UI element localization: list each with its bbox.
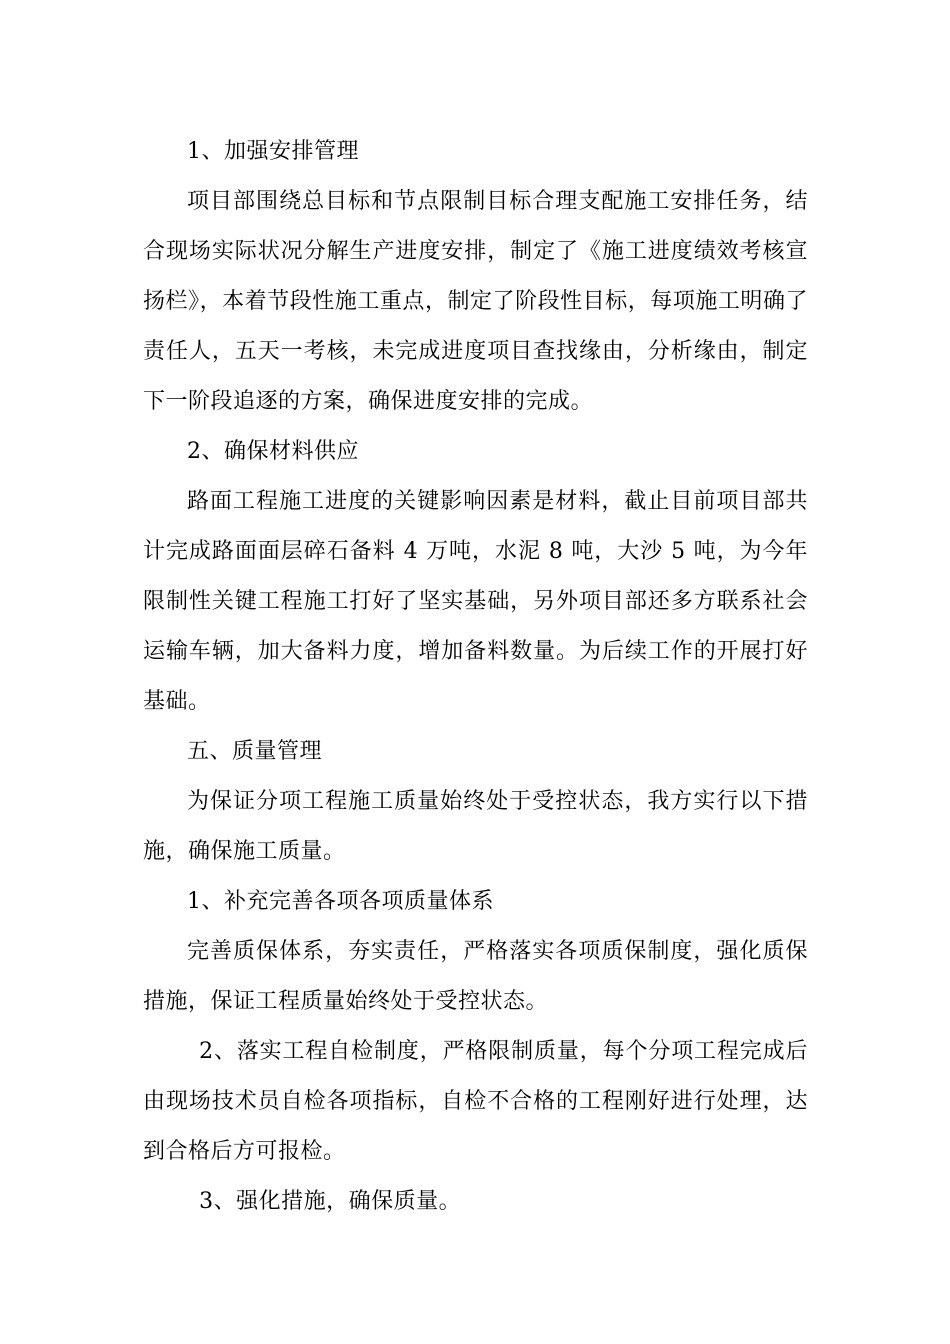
section-heading-quality-system: 1、补充完善各项各项质量体系 [187, 889, 494, 914]
section-heading-schedule-management: 1、加强安排管理 [187, 139, 359, 164]
section-heading-strengthen-measures: 3、强化措施，确保质量。 [199, 1189, 462, 1214]
paragraph-material-supply: 路面工程施工进度的关键影响因素是材料，截止目前项目部共计完成路面面层碎石备料 4 万吨，水泥 8 吨，大沙 5 吨，为今年限制性关键工程施工打好了坚实基础，另外项目部还多方联系社会运输车辆，加大备料力度，增加备料数量。为后续工作的开展打好基础。 [143, 489, 808, 714]
paragraph-self-inspection: 2、落实工程自检制度，严格限制质量，每个分项工程完成后由现场技术员自检各项指标，自检不合格的工程刚好进行处理，达到合格后方可报检。 [143, 1039, 808, 1164]
paragraph-quality-system: 完善质保体系，夯实责任，严格落实各项质保制度，强化质保措施，保证工程质量始终处于受控状态。 [143, 939, 808, 1014]
section-heading-quality-management: 五、质量管理 [187, 739, 323, 764]
paragraph-schedule-management: 项目部围绕总目标和节点限制目标合理支配施工安排任务，结合现场实际状况分解生产进度安排，制定了《施工进度绩效考核宣扬栏》，本着节段性施工重点，制定了阶段性目标，每项施工明确了责任人，五天一考核，未完成进度项目查找缘由，分析缘由，制定下一阶段追逐的方案，确保进度安排的完成。 [143, 189, 808, 414]
paragraph-quality-intro: 为保证分项工程施工质量始终处于受控状态，我方实行以下措施，确保施工质量。 [143, 789, 808, 864]
document-body [143, 127, 808, 1227]
section-heading-material-supply: 2、确保材料供应 [187, 439, 359, 464]
